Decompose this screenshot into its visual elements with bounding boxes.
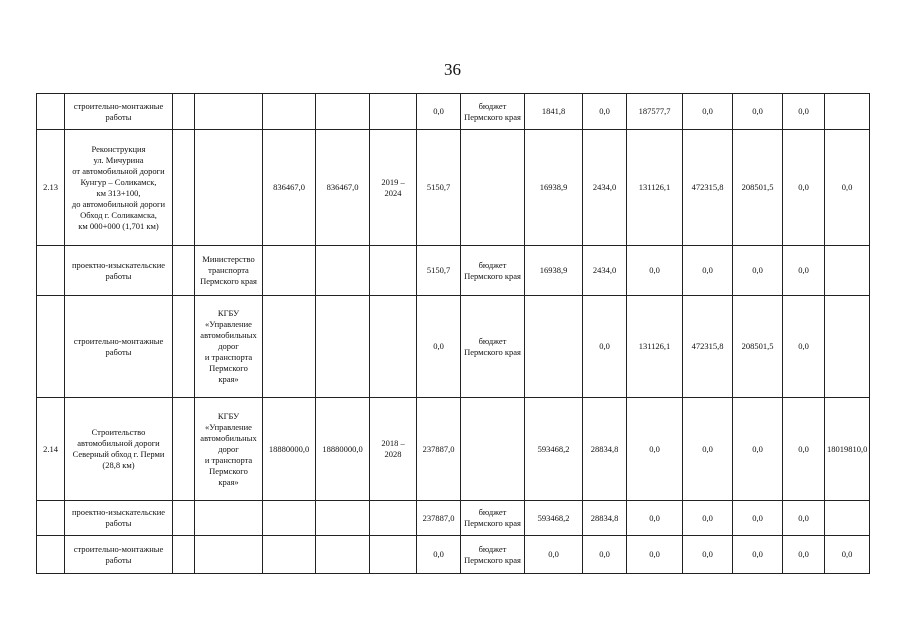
table-row [37, 398, 870, 501]
value-cell-7: 0,0 [783, 536, 825, 574]
value-cell-3: 0,0 [583, 94, 627, 130]
value-cell-1: 0,0 [417, 296, 461, 398]
blank-cell [173, 130, 195, 246]
value-cell-3: 28834,8 [583, 501, 627, 536]
value-cell-8 [825, 296, 870, 398]
work-name-cell: строительно-монтажные работы [65, 296, 173, 398]
value-cell-8: 0,0 [825, 130, 870, 246]
total-cost-cell [263, 501, 316, 536]
value-cell-2: 593468,2 [525, 501, 583, 536]
blank-cell [173, 501, 195, 536]
period-cell [370, 296, 417, 398]
executor-cell [195, 501, 263, 536]
value-cell-8: 0,0 [825, 536, 870, 574]
value-cell-7: 0,0 [783, 94, 825, 130]
row-number-cell: 2.14 [37, 398, 65, 501]
work-name-cell: Реконструкция ул. Мичурина от автомобильной дороги Кунгур – Соликамск, км 313+100, до автомобильной дороги Обход г. Соликамска, км 000+000 (1,701 км) [65, 130, 173, 246]
value-cell-5: 472315,8 [683, 130, 733, 246]
work-name-cell: строительно-монтажные работы [65, 94, 173, 130]
executor-cell: КГБУ «Управление автомобильных дорог и транспорта Пермского края» [195, 398, 263, 501]
value-cell-8 [825, 94, 870, 130]
value-cell-1: 0,0 [417, 536, 461, 574]
table-row [37, 296, 870, 398]
total-cost-cell [263, 296, 316, 398]
row-number-cell [37, 94, 65, 130]
value-cell-4: 0,0 [627, 536, 683, 574]
total-cost-cell [263, 94, 316, 130]
blank-cell [173, 94, 195, 130]
value-cell-5: 0,0 [683, 94, 733, 130]
estimated-cost-cell [316, 296, 370, 398]
period-cell [370, 501, 417, 536]
funding-source-cell [461, 398, 525, 501]
value-cell-3: 0,0 [583, 536, 627, 574]
value-cell-8 [825, 246, 870, 296]
row-number-cell [37, 501, 65, 536]
table-row [37, 501, 870, 536]
value-cell-8 [825, 501, 870, 536]
value-cell-7: 0,0 [783, 398, 825, 501]
period-cell [370, 246, 417, 296]
value-cell-7: 0,0 [783, 130, 825, 246]
value-cell-3: 2434,0 [583, 130, 627, 246]
period-cell [370, 94, 417, 130]
estimated-cost-cell [316, 536, 370, 574]
funding-source-cell: бюджет Пермского края [461, 501, 525, 536]
executor-cell [195, 130, 263, 246]
table-row [37, 246, 870, 296]
value-cell-4: 0,0 [627, 246, 683, 296]
total-cost-cell [263, 536, 316, 574]
value-cell-7: 0,0 [783, 246, 825, 296]
blank-cell [173, 536, 195, 574]
value-cell-4: 131126,1 [627, 296, 683, 398]
funding-source-cell: бюджет Пермского края [461, 246, 525, 296]
period-cell: 2019 – 2024 [370, 130, 417, 246]
work-name-cell: Строительство автомобильной дороги Северный обход г. Перми (28,8 км) [65, 398, 173, 501]
value-cell-6: 0,0 [733, 94, 783, 130]
work-name-cell: проектно-изыскательские работы [65, 246, 173, 296]
executor-cell [195, 94, 263, 130]
value-cell-4: 0,0 [627, 398, 683, 501]
row-number-cell: 2.13 [37, 130, 65, 246]
value-cell-2: 0,0 [525, 536, 583, 574]
row-number-cell [37, 246, 65, 296]
value-cell-2: 1841,8 [525, 94, 583, 130]
row-number-cell [37, 536, 65, 574]
work-name-cell: проектно-изыскательские работы [65, 501, 173, 536]
program-table [36, 93, 870, 574]
value-cell-2: 593468,2 [525, 398, 583, 501]
value-cell-1: 5150,7 [417, 246, 461, 296]
value-cell-3: 2434,0 [583, 246, 627, 296]
value-cell-8: 18019810,0 [825, 398, 870, 501]
executor-cell: Министерство транспорта Пермского края [195, 246, 263, 296]
value-cell-6: 0,0 [733, 246, 783, 296]
value-cell-3: 0,0 [583, 296, 627, 398]
total-cost-cell: 18880000,0 [263, 398, 316, 501]
value-cell-5: 0,0 [683, 536, 733, 574]
funding-source-cell: бюджет Пермского края [461, 536, 525, 574]
blank-cell [173, 296, 195, 398]
funding-source-cell: бюджет Пермского края [461, 94, 525, 130]
value-cell-3: 28834,8 [583, 398, 627, 501]
value-cell-6: 0,0 [733, 501, 783, 536]
value-cell-2 [525, 296, 583, 398]
value-cell-6: 0,0 [733, 398, 783, 501]
value-cell-5: 0,0 [683, 398, 733, 501]
blank-cell [173, 398, 195, 501]
value-cell-4: 131126,1 [627, 130, 683, 246]
value-cell-1: 5150,7 [417, 130, 461, 246]
table-row [37, 536, 870, 574]
value-cell-1: 237887,0 [417, 398, 461, 501]
funding-source-cell [461, 130, 525, 246]
value-cell-6: 0,0 [733, 536, 783, 574]
executor-cell [195, 536, 263, 574]
period-cell: 2018 – 2028 [370, 398, 417, 501]
estimated-cost-cell [316, 501, 370, 536]
value-cell-5: 472315,8 [683, 296, 733, 398]
value-cell-1: 237887,0 [417, 501, 461, 536]
estimated-cost-cell [316, 94, 370, 130]
value-cell-1: 0,0 [417, 94, 461, 130]
value-cell-5: 0,0 [683, 246, 733, 296]
value-cell-2: 16938,9 [525, 246, 583, 296]
value-cell-7: 0,0 [783, 296, 825, 398]
table-row [37, 130, 870, 246]
table-body [37, 94, 870, 574]
value-cell-7: 0,0 [783, 501, 825, 536]
table-row [37, 94, 870, 130]
row-number-cell [37, 296, 65, 398]
total-cost-cell: 836467,0 [263, 130, 316, 246]
value-cell-6: 208501,5 [733, 130, 783, 246]
value-cell-2: 16938,9 [525, 130, 583, 246]
estimated-cost-cell [316, 246, 370, 296]
value-cell-6: 208501,5 [733, 296, 783, 398]
funding-source-cell: бюджет Пермского края [461, 296, 525, 398]
period-cell [370, 536, 417, 574]
value-cell-4: 187577,7 [627, 94, 683, 130]
page-number: 36 [444, 60, 461, 79]
estimated-cost-cell: 836467,0 [316, 130, 370, 246]
blank-cell [173, 246, 195, 296]
total-cost-cell [263, 246, 316, 296]
value-cell-5: 0,0 [683, 501, 733, 536]
value-cell-4: 0,0 [627, 501, 683, 536]
estimated-cost-cell: 18880000,0 [316, 398, 370, 501]
work-name-cell: строительно-монтажные работы [65, 536, 173, 574]
executor-cell: КГБУ «Управление автомобильных дорог и транспорта Пермского края» [195, 296, 263, 398]
